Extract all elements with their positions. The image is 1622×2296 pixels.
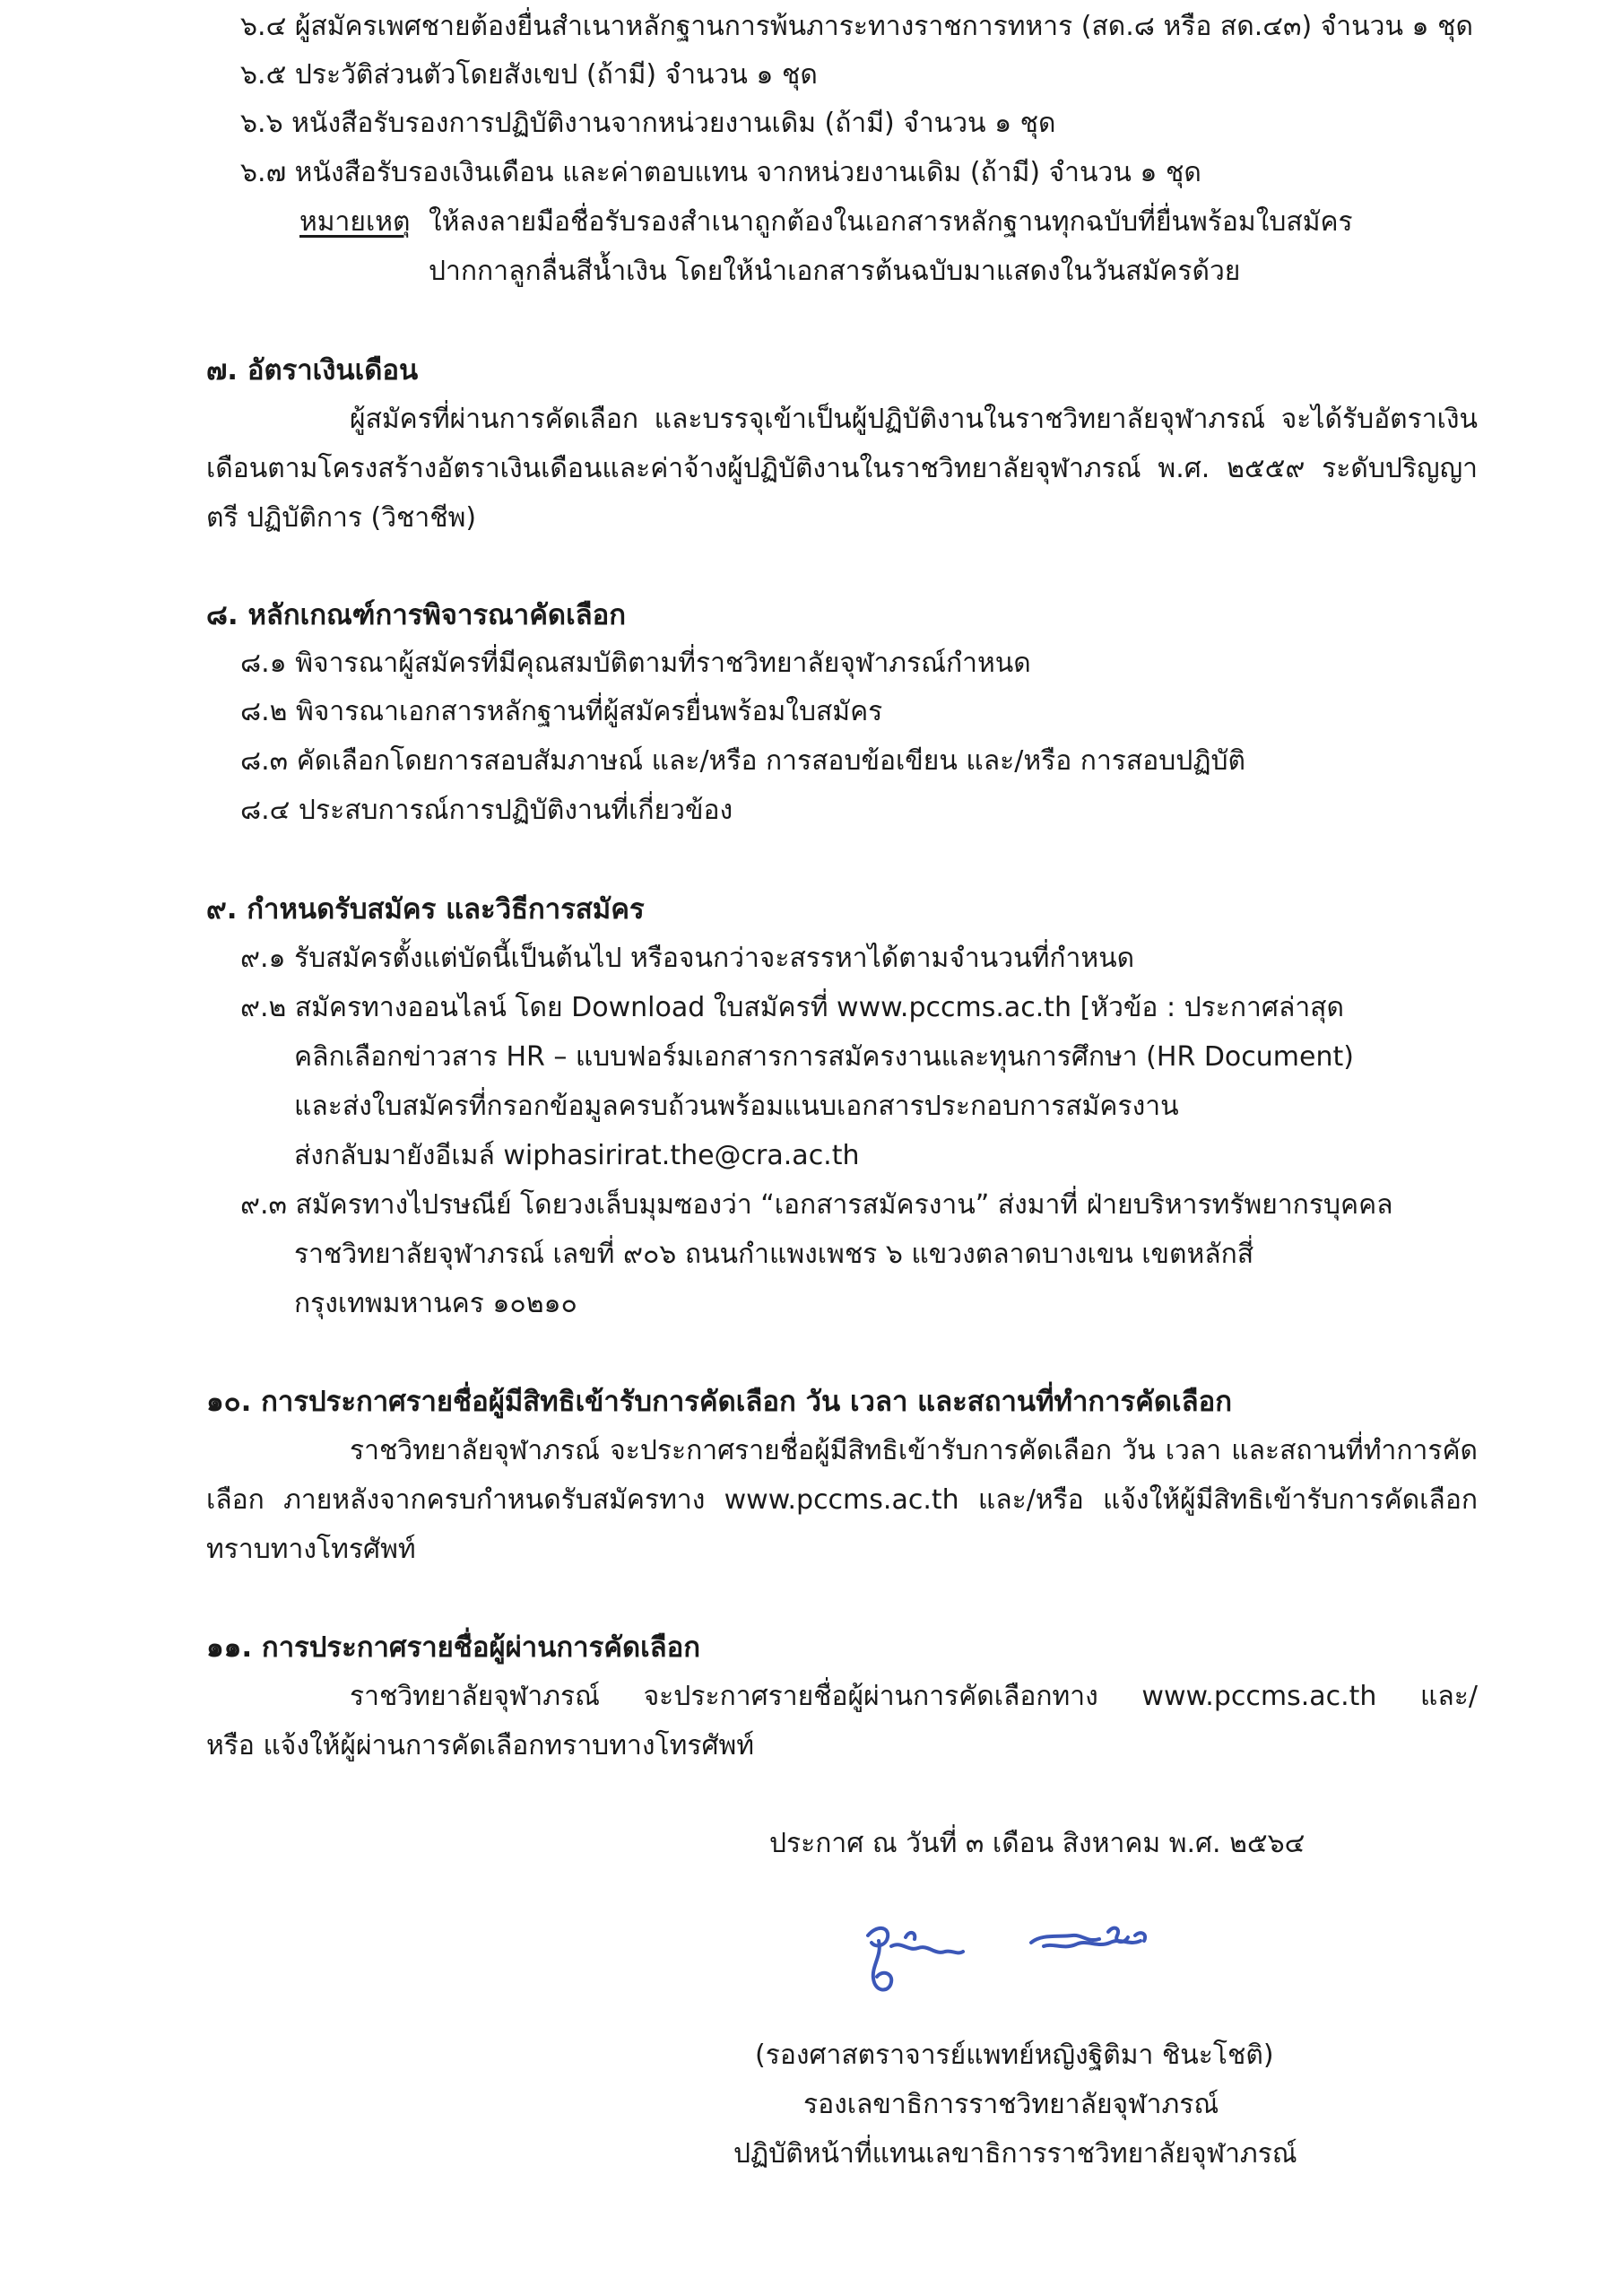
list-item-9-2-line-2: คลิกเลือกข่าวสาร HR – แบบฟอร์มเอกสารการสมัครงานและทุนการศึกษา (HR Document): [294, 1041, 1354, 1073]
section-11-line-1: ราชวิทยาลัยจุฬาภรณ์ จะประกาศรายชื่อผู้ผ่านการคัดเลือกทาง www.pccms.ac.th และ/: [350, 1681, 1478, 1712]
announcement-date: ประกาศ ณ วันที่ ๓ เดือน สิงหาคม พ.ศ. ๒๕๖๔: [769, 1828, 1305, 1859]
list-item-8-3: ๘.๓ คัดเลือกโดยการสอบสัมภาษณ์ และ/หรือ การสอบข้อเขียน และ/หรือ การสอบปฏิบัติ: [240, 745, 1245, 777]
section-8-heading: ๘. หลักเกณฑ์การพิจารณาคัดเลือก: [206, 599, 627, 631]
list-item-6-6: ๖.๖ หนังสือรับรองการปฏิบัติงานจากหน่วยงานเดิม (ถ้ามี) จำนวน ๑ ชุด: [240, 108, 1056, 139]
signature-image: [852, 1910, 1193, 2009]
section-11-heading: ๑๑. การประกาศรายชื่อผู้ผ่านการคัดเลือก: [206, 1631, 701, 1664]
section-10-heading: ๑๐. การประกาศรายชื่อผู้มีสิทธิเข้ารับการคัดเลือก วัน เวลา และสถานที่ทำการคัดเลือก: [206, 1386, 1233, 1418]
list-item-9-3-line-2: ราชวิทยาลัยจุฬาภรณ์ เลขที่ ๙๐๖ ถนนกำแพงเพชร ๖ แขวงตลาดบางเขน เขตหลักสี่: [294, 1239, 1254, 1270]
section-7-line-1: ผู้สมัครที่ผ่านการคัดเลือก และบรรจุเข้าเป็นผู้ปฏิบัติงานในราชวิทยาลัยจุฬาภรณ์ จะได้รับอัตราเงิน: [350, 404, 1478, 435]
handwritten-signature: [852, 1910, 1193, 2009]
section-7-line-3: ตรี ปฏิบัติการ (วิชาชีพ): [206, 502, 477, 534]
section-10-line-2: เลือก ภายหลังจากครบกำหนดรับสมัครทาง www.pccms.ac.th และ/หรือ แจ้งให้ผู้มีสิทธิเข้ารับการคัดเลือก: [206, 1484, 1478, 1516]
note-label: หมายเหตุ: [299, 206, 411, 238]
list-item-9-2-line-1: ๙.๒ สมัครทางออนไลน์ โดย Download ใบสมัครที่ www.pccms.ac.th [หัวข้อ : ประกาศล่าสุด: [240, 992, 1344, 1023]
signatory-name: (รองศาสตราจารย์แพทย์หญิงฐิติมา ชินะโชติ): [755, 2039, 1274, 2071]
signatory-position-1: รองเลขาธิการราชวิทยาลัยจุฬาภรณ์: [803, 2089, 1219, 2120]
list-item-6-7: ๖.๗ หนังสือรับรองเงินเดือน และค่าตอบแทน จากหน่วยงานเดิม (ถ้ามี) จำนวน ๑ ชุด: [240, 157, 1201, 188]
list-item-9-2-line-3: และส่งใบสมัครที่กรอกข้อมูลครบถ้วนพร้อมแนบเอกสารประกอบการสมัครงาน: [294, 1091, 1179, 1122]
list-item-8-2: ๘.๒ พิจารณาเอกสารหลักฐานที่ผู้สมัครยื่นพร้อมใบสมัคร: [240, 696, 883, 727]
section-10-line-1: ราชวิทยาลัยจุฬาภรณ์ จะประกาศรายชื่อผู้มีสิทธิเข้ารับการคัดเลือก วัน เวลา และสถานที่ทำการคัด: [350, 1435, 1478, 1466]
section-7-line-2: เดือนตามโครงสร้างอัตราเงินเดือนและค่าจ้างผู้ปฏิบัติงานในราชวิทยาลัยจุฬาภรณ์ พ.ศ. ๒๕๕๙ ระดับปริญญา: [206, 453, 1478, 484]
signatory-position-2: ปฏิบัติหน้าที่แทนเลขาธิการราชวิทยาลัยจุฬาภรณ์: [733, 2138, 1297, 2170]
note-line-2: ปากกาลูกลื่นสีน้ำเงิน โดยให้นำเอกสารต้นฉบับมาแสดงในวันสมัครด้วย: [429, 256, 1241, 287]
note-line-1: ให้ลงลายมือชื่อรับรองสำเนาถูกต้องในเอกสารหลักฐานทุกฉบับที่ยื่นพร้อมใบสมัคร: [429, 206, 1353, 238]
list-item-9-1: ๙.๑ รับสมัครตั้งแต่บัดนี้เป็นต้นไป หรือจนกว่าจะสรรหาได้ตามจำนวนที่กำหนด: [240, 943, 1135, 974]
section-10-line-3: ทราบทางโทรศัพท์: [206, 1534, 416, 1565]
list-item-9-3-line-3: กรุงเทพมหานคร ๑๐๒๑๐: [294, 1288, 577, 1319]
section-7-heading: ๗. อัตราเงินเดือน: [206, 354, 419, 387]
list-item-9-2-line-4: ส่งกลับมายังอีเมล์ wiphasirirat.the@cra.ac.th: [294, 1140, 860, 1171]
section-9-heading: ๙. กำหนดรับสมัคร และวิธีการสมัคร: [206, 893, 645, 926]
list-item-8-1: ๘.๑ พิจารณาผู้สมัครที่มีคุณสมบัติตามที่ราชวิทยาลัยจุฬาภรณ์กำหนด: [240, 648, 1031, 679]
list-item-9-3-line-1: ๙.๓ สมัครทางไปรษณีย์ โดยวงเล็บมุมซองว่า “เอกสารสมัครงาน” ส่งมาที่ ฝ่ายบริหารทรัพยากรบุคคล: [240, 1189, 1393, 1221]
list-item-8-4: ๘.๔ ประสบการณ์การปฏิบัติงานที่เกี่ยวข้อง: [240, 795, 733, 826]
section-11-line-2: หรือ แจ้งให้ผู้ผ่านการคัดเลือกทราบทางโทรศัพท์: [206, 1730, 755, 1761]
list-item-6-4: ๖.๔ ผู้สมัครเพศชายต้องยื่นสำเนาหลักฐานการพ้นภาระทางราชการทหาร (สด.๘ หรือ สด.๔๓) จำนวน ๑ ชุด: [240, 11, 1473, 42]
list-item-6-5: ๖.๕ ประวัติส่วนตัวโดยสังเขป (ถ้ามี) จำนวน ๑ ชุด: [240, 59, 818, 91]
